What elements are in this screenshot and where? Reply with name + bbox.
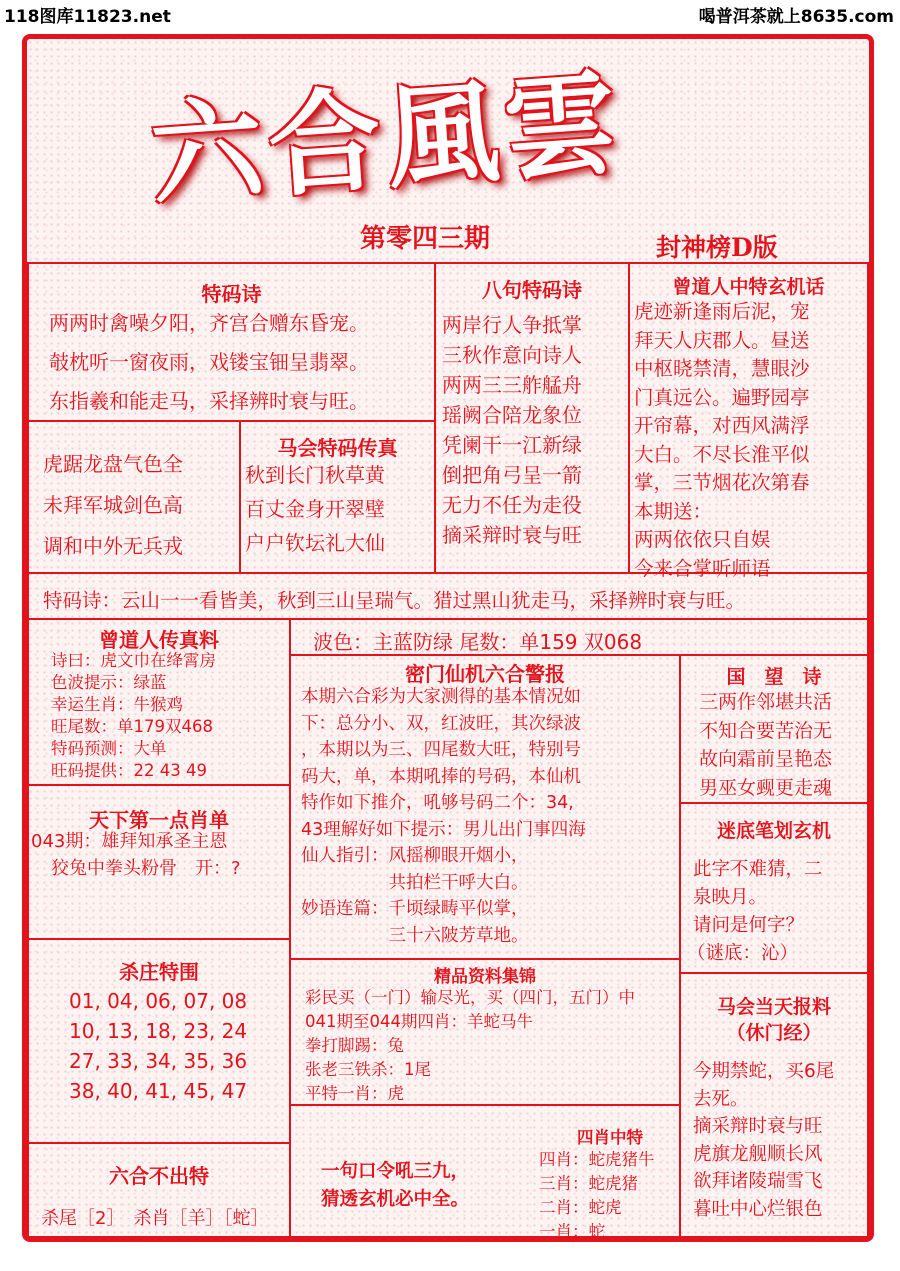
poem1-box — [27, 262, 436, 422]
secret-line: 特作如下推介，吼够号码二个：34, — [301, 793, 574, 813]
secret-title: 密门仙机六合警报 — [405, 662, 565, 686]
secret-line: 三十六陂芳草地。 — [301, 925, 529, 946]
secret-lines — [301, 684, 586, 949]
sixiao-lines — [539, 1148, 655, 1244]
wide-poem-box — [27, 572, 869, 620]
poem5-line: 秋到长门秋草黄 — [245, 463, 385, 487]
poem3-line: 虎迹新逢雨后泥，宠 — [634, 300, 810, 323]
poem2-box — [434, 262, 630, 574]
guowang-box — [679, 654, 869, 804]
shazhuang-box — [27, 938, 291, 1144]
poem3-title: 曾道人中特玄机话 — [672, 276, 825, 298]
buchu-title: 六合不出特 — [109, 1164, 209, 1188]
shazhuang-title: 杀庄特围 — [119, 960, 199, 984]
buchu-box — [27, 1142, 291, 1238]
mahui-line: 欲拜诸陵瑞雪飞 — [693, 1171, 823, 1192]
wave-line: 波色：主蓝防绿 尾数：单159 双068 — [313, 630, 643, 654]
edition-label: 封神榜D版 — [656, 233, 778, 262]
poem5-title: 马会特码传真 — [277, 436, 398, 460]
midi-line: 请问是何字？ — [693, 915, 805, 936]
sixiao-line: 四肖：蛇虎猪牛 — [539, 1150, 655, 1169]
jingpin-line: 041期至044期四肖：羊蛇马牛 — [305, 1012, 533, 1031]
shazhuang-row: 27, 33, 34, 35, 36 — [69, 1049, 248, 1073]
poem3-line: 两两依依只自娱 — [634, 528, 771, 551]
shazhuang-row: 38, 40, 41, 45, 47 — [69, 1079, 248, 1103]
guowang-line: 故向霜前呈艳态 — [699, 748, 833, 770]
midi-line: （谜底：沁） — [687, 943, 799, 964]
buchu-line: 杀尾［2］ 杀肖［羊］［蛇］ — [41, 1208, 269, 1229]
zeng-lines — [51, 650, 216, 782]
wave-box — [289, 618, 869, 656]
mahui-subtitle: （休门经） — [726, 1022, 822, 1044]
poem4-line: 虎踞龙盘气色全 — [43, 452, 183, 476]
poem2-title: 八句特码诗 — [482, 278, 582, 302]
midi-box — [679, 802, 869, 974]
poem1-line: 攲枕听一窗夜雨，戏镂宝钿呈翡翠。 — [49, 350, 369, 374]
slogan — [321, 1158, 469, 1214]
zeng-line: 幸运生肖：牛猴鸡 — [51, 695, 183, 714]
sixiao-line: 三肖：蛇虎猪 — [539, 1174, 638, 1193]
wide-poem-line: 特码诗：云山一一看皆美，秋到三山呈瑞气。猎过黑山犹走马，采择辨时衰与旺。 — [43, 589, 746, 612]
secret-line: 妙语连篇：千顷绿畴平似掌， — [301, 899, 529, 919]
poem4-line: 未拜军城剑色高 — [43, 493, 183, 517]
zeng-title: 曾道人传真料 — [99, 628, 219, 652]
secret-line: 共拍栏干呼大白。 — [301, 872, 529, 893]
poem3-line: 中枢晓禁清，慧眼沙 — [634, 357, 810, 380]
mahui-line: 摘采辩时衰与旺 — [693, 1116, 823, 1137]
sixiao-line: 一肖：蛇 — [539, 1222, 605, 1241]
poem3-lines — [634, 298, 810, 583]
poem2-line: 无力不任为走役 — [442, 493, 582, 517]
poem4-line: 调和中外无兵戎 — [43, 534, 183, 558]
zeng-line: 旺码提供：22 43 49 — [51, 761, 207, 780]
secret-box — [289, 654, 681, 960]
poem2-line: 两两三三舴艋舟 — [442, 373, 582, 397]
slogan-line: 一句口令吼三九， — [321, 1161, 470, 1182]
shazhuang-row: 10, 13, 18, 23, 24 — [69, 1019, 248, 1043]
mahui-title: 马会当天报料 — [716, 996, 831, 1018]
secret-line: 仙人指引：风摇柳眼开烟小， — [301, 846, 529, 866]
mahui-line: 虎旗龙舰顺长风 — [693, 1143, 823, 1165]
midi-lines — [687, 856, 823, 968]
zeng-line: 色波提示：绿蓝 — [51, 673, 167, 692]
poem4-box — [27, 420, 241, 574]
poem4-lines — [43, 444, 183, 567]
poem1-title: 特码诗 — [201, 282, 262, 306]
poem3-line: 大白。不尽长淮平似 — [634, 442, 810, 466]
poem2-line: 瑶阙合陪龙象位 — [442, 403, 582, 427]
zeng-box — [27, 618, 291, 786]
midi-line: 此字不难猜，二 — [693, 859, 823, 880]
secret-line: 下：总分小、双，红波旺，其次绿波 — [301, 713, 581, 734]
poem3-line: 拜天人庆郡人。昼送 — [634, 328, 810, 352]
mahui-box — [679, 972, 869, 1238]
guowang-line: 三两作邻堪共活 — [699, 691, 833, 713]
sixiao-line: 二肖：蛇虎 — [539, 1198, 622, 1217]
tianxia-lines — [31, 828, 241, 882]
issue-number: 第零四三期 — [360, 224, 491, 254]
mahui-line: 暮吐中心烂银色 — [693, 1198, 823, 1220]
zeng-line: 诗曰：虎文巾在绛霄房 — [51, 651, 216, 670]
tianxia-title: 天下第一点肖单 — [89, 808, 229, 832]
poem3-line: 今来合掌听师语 — [634, 556, 771, 580]
poem3-line: 门真远公。遍野园亭 — [634, 385, 810, 409]
poem5-line: 户户钦坛礼大仙 — [245, 531, 385, 555]
guowang-line: 不知合要苦治无 — [699, 719, 833, 742]
zeng-line: 特码预测：大单 — [51, 739, 167, 758]
poem2-line: 两岸行人争抵掌 — [442, 313, 582, 337]
poem2-line: 三秋作意向诗人 — [442, 343, 582, 367]
poem3-box — [628, 262, 869, 580]
poem1-lines — [49, 304, 369, 421]
poem3-line: 开帘幕，对西风满浮 — [634, 414, 810, 437]
bottom-mid-box — [289, 1104, 681, 1241]
poem2-line: 倒把角弓呈一箭 — [442, 463, 582, 487]
zeng-line: 旺尾数：单179双468 — [51, 717, 213, 736]
site-left-label[interactable]: 118图库11823.net — [4, 7, 171, 27]
masthead-title: 六合風雲 — [146, 57, 627, 222]
tianxia-line: 043期：雄拜知承圣主恩 — [31, 831, 228, 852]
poem2-lines — [442, 310, 582, 550]
slogan-line: 猜透玄机必中全。 — [321, 1189, 470, 1210]
poem2-line: 摘采辩时衰与旺 — [442, 523, 582, 547]
top-bar — [0, 0, 900, 26]
poem1-line: 东指羲和能走马，采择辨时衰与旺。 — [49, 389, 369, 413]
mahui-line: 去死。 — [693, 1088, 749, 1110]
secret-line: 本期六合彩为大家测得的基本情况如 — [301, 687, 581, 707]
sixiao-title: 四肖中特 — [577, 1128, 643, 1147]
secret-line: 码大，单，本期吼捧的号码，本仙机 — [301, 766, 581, 787]
midi-title: 迷底笔划玄机 — [716, 820, 831, 842]
jingpin-title: 精品资料集锦 — [434, 967, 536, 987]
secret-line: ，本期以为三、四尾数大旺，特别号 — [301, 740, 581, 760]
shazhuang-row: 01, 04, 06, 07, 08 — [69, 989, 248, 1013]
poem1-line: 两两时禽噪夕阳，齐宫合赠东昏宠。 — [49, 311, 369, 335]
poem2-line: 凭阑干一江新绿 — [442, 433, 582, 457]
jingpin-line: 彩民买（一门）输尽光，买（四门，五门）中 — [305, 988, 635, 1007]
jingpin-lines — [305, 986, 635, 1106]
poem3-line: 本期送： — [634, 499, 713, 523]
tianxia-line: 狡兔中拳头粉骨 开：? — [51, 858, 241, 879]
poem5-line: 百丈金身开翠壁 — [245, 497, 385, 521]
shazhuang-rows — [69, 986, 247, 1106]
jingpin-line: 平特一肖：虎 — [305, 1084, 404, 1103]
midi-line: 泉映月。 — [693, 887, 768, 908]
guowang-line: 男巫女觋更走魂 — [699, 776, 833, 799]
tianxia-box — [27, 784, 291, 940]
mahui-lines — [693, 1058, 834, 1223]
mahui-line: 今期禁蛇，买6尾 — [693, 1061, 835, 1082]
jingpin-box — [289, 958, 681, 1106]
jingpin-line: 拳打脚踢：兔 — [305, 1036, 404, 1055]
guowang-lines — [699, 688, 832, 802]
site-right-label[interactable]: 喝普洱茶就上8635.com — [698, 7, 894, 27]
guowang-title: 国 望 诗 — [726, 666, 822, 688]
jingpin-line: 张老三铁杀：1尾 — [305, 1060, 431, 1079]
poem5-box — [239, 420, 436, 574]
poem3-line: 掌，三节烟花次第春 — [634, 471, 810, 494]
poem5-lines — [245, 458, 385, 560]
secret-line: 43理解好如下提示：男儿出门事四海 — [301, 819, 586, 840]
